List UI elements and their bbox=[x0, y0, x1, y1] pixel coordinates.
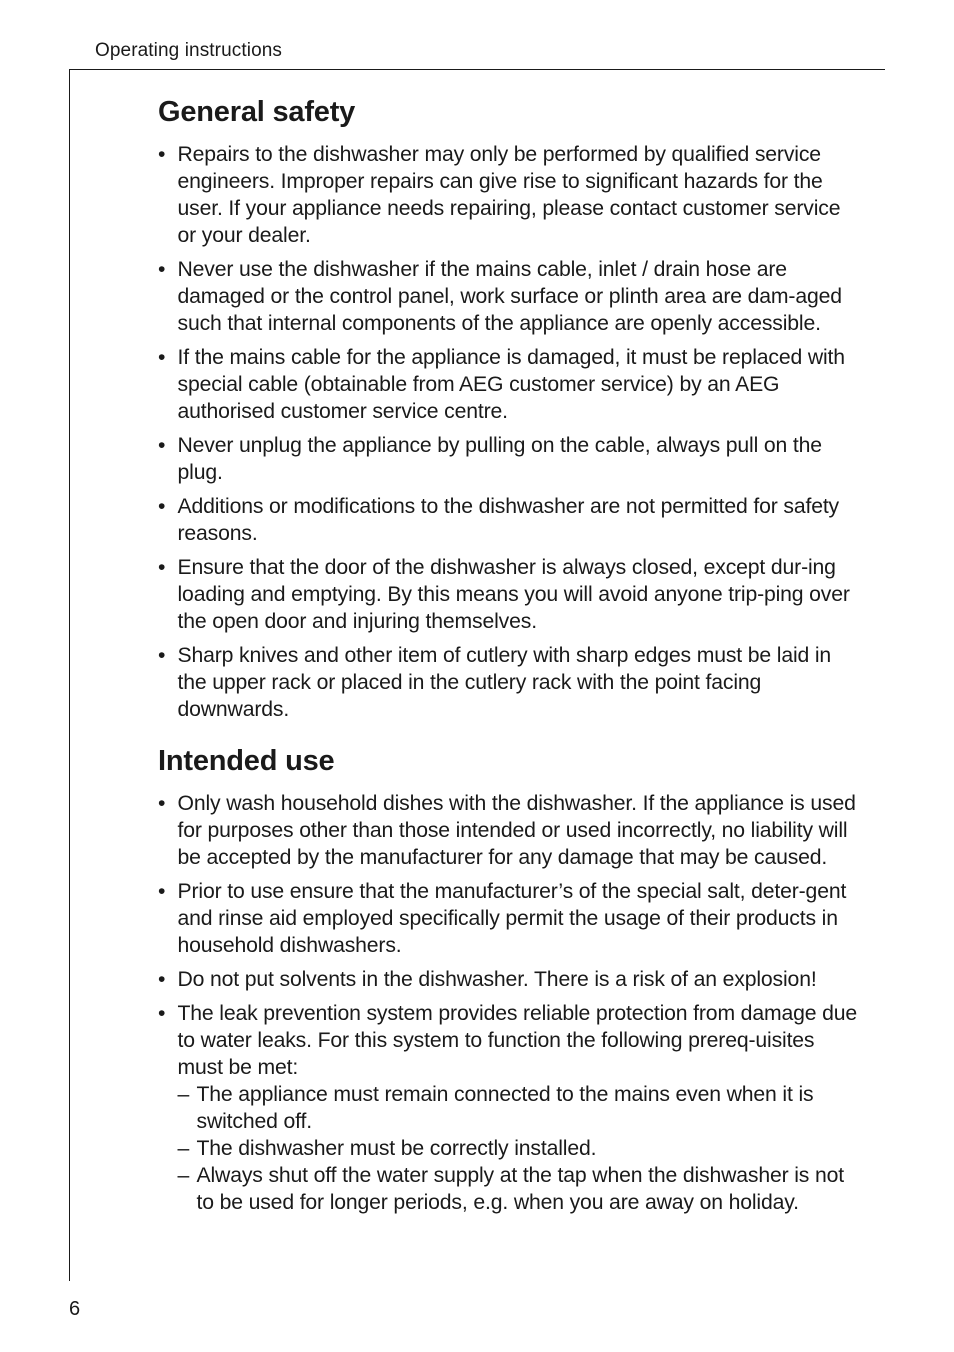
list-item bbox=[158, 642, 858, 723]
list-item-text: Never unplug the appliance by pulling on the cable, always pull on the plug. bbox=[177, 434, 822, 484]
section-intended-use bbox=[158, 741, 858, 1216]
section-general-safety bbox=[158, 92, 858, 723]
list-item-text: Sharp knives and other item of cutlery with sharp edges must be laid in the upper rack or placed in the cutlery rack with the point facing downwards. bbox=[177, 644, 832, 721]
list-item bbox=[158, 432, 858, 486]
list-item-text: Only wash household dishes with the dishwasher. If the appliance is used for purposes other than those intended or used incorrectly, no liability will be accepted by the manufacturer for any damage that may be caused. bbox=[177, 792, 856, 869]
intended-use-list bbox=[158, 790, 858, 1216]
list-item-text: If the mains cable for the appliance is damaged, it must be replaced with special cable (obtainable from AEG customer service) by an AEG authorised customer service centre. bbox=[177, 346, 845, 423]
list-item bbox=[158, 493, 858, 547]
section-heading: Intended use bbox=[158, 745, 335, 777]
bullet-marker: • bbox=[158, 880, 166, 903]
left-margin-rule bbox=[69, 69, 70, 1281]
running-header: Operating instructions bbox=[95, 40, 283, 61]
bullet-marker: • bbox=[158, 495, 166, 518]
list-item-text: Additions or modifications to the dishwasher are not permitted for safety reasons. bbox=[177, 495, 840, 545]
dash-marker: – bbox=[177, 1083, 190, 1106]
sub-list-item-text: The dishwasher must be correctly installed. bbox=[196, 1137, 597, 1160]
bullet-marker: • bbox=[158, 258, 166, 281]
section-heading: General safety bbox=[158, 96, 356, 128]
list-item bbox=[158, 1000, 858, 1216]
list-item-text: Repairs to the dishwasher may only be performed by qualified service engineers. Improper repairs can give rise to significant hazards for the user. If your appliance needs repairing, please contact customer service or your dealer. bbox=[177, 143, 841, 247]
sub-list-item-text: The appliance must remain connected to the mains even when it is switched off. bbox=[196, 1083, 814, 1133]
list-item bbox=[158, 344, 858, 425]
sub-list-item bbox=[178, 1081, 859, 1135]
list-item bbox=[158, 878, 858, 959]
page-content bbox=[158, 92, 858, 1223]
bullet-marker: • bbox=[158, 644, 166, 667]
list-item bbox=[158, 966, 858, 993]
list-item-text: Do not put solvents in the dishwasher. There is a risk of an explosion! bbox=[177, 968, 817, 991]
safety-list bbox=[158, 141, 858, 723]
leak-prevention-conditions bbox=[178, 1081, 859, 1216]
list-item-text: The leak prevention system provides reliable protection from damage due to water leaks. For this system to function the following prereq-uisites must be met: bbox=[177, 1002, 857, 1079]
bullet-marker: • bbox=[158, 1002, 166, 1025]
list-item bbox=[158, 554, 858, 635]
list-item bbox=[158, 141, 858, 249]
bullet-marker: • bbox=[158, 143, 166, 166]
bullet-marker: • bbox=[158, 556, 166, 579]
dash-marker: – bbox=[177, 1164, 190, 1187]
sub-list-item-text: Always shut off the water supply at the tap when the dishwasher is not to be used for longer periods, e.g. when you are away on holiday. bbox=[196, 1164, 844, 1214]
sub-list-item bbox=[178, 1162, 859, 1216]
dash-marker: – bbox=[177, 1137, 190, 1160]
sub-list-item bbox=[178, 1135, 859, 1162]
list-item-text: Never use the dishwasher if the mains cable, inlet / drain hose are damaged or the control panel, work surface or plinth area are dam-aged such that internal components of the appliance are openly accessible. bbox=[177, 258, 842, 335]
page-number: 6 bbox=[69, 1298, 81, 1320]
list-item-text: Prior to use ensure that the manufacturer’s of the special salt, deter-gent and rinse aid employed specifically permit the usage of their products in household dishwashers. bbox=[177, 880, 847, 957]
list-item bbox=[158, 256, 858, 337]
list-item-text: Ensure that the door of the dishwasher is always closed, except dur-ing loading and emptying. By this means you will avoid anyone trip-ping over the open door and injuring themselves. bbox=[177, 556, 850, 633]
bullet-marker: • bbox=[158, 792, 166, 815]
bullet-marker: • bbox=[158, 434, 166, 457]
list-item bbox=[158, 790, 858, 871]
bullet-marker: • bbox=[158, 346, 166, 369]
bullet-marker: • bbox=[158, 968, 166, 991]
header-rule bbox=[69, 69, 885, 70]
